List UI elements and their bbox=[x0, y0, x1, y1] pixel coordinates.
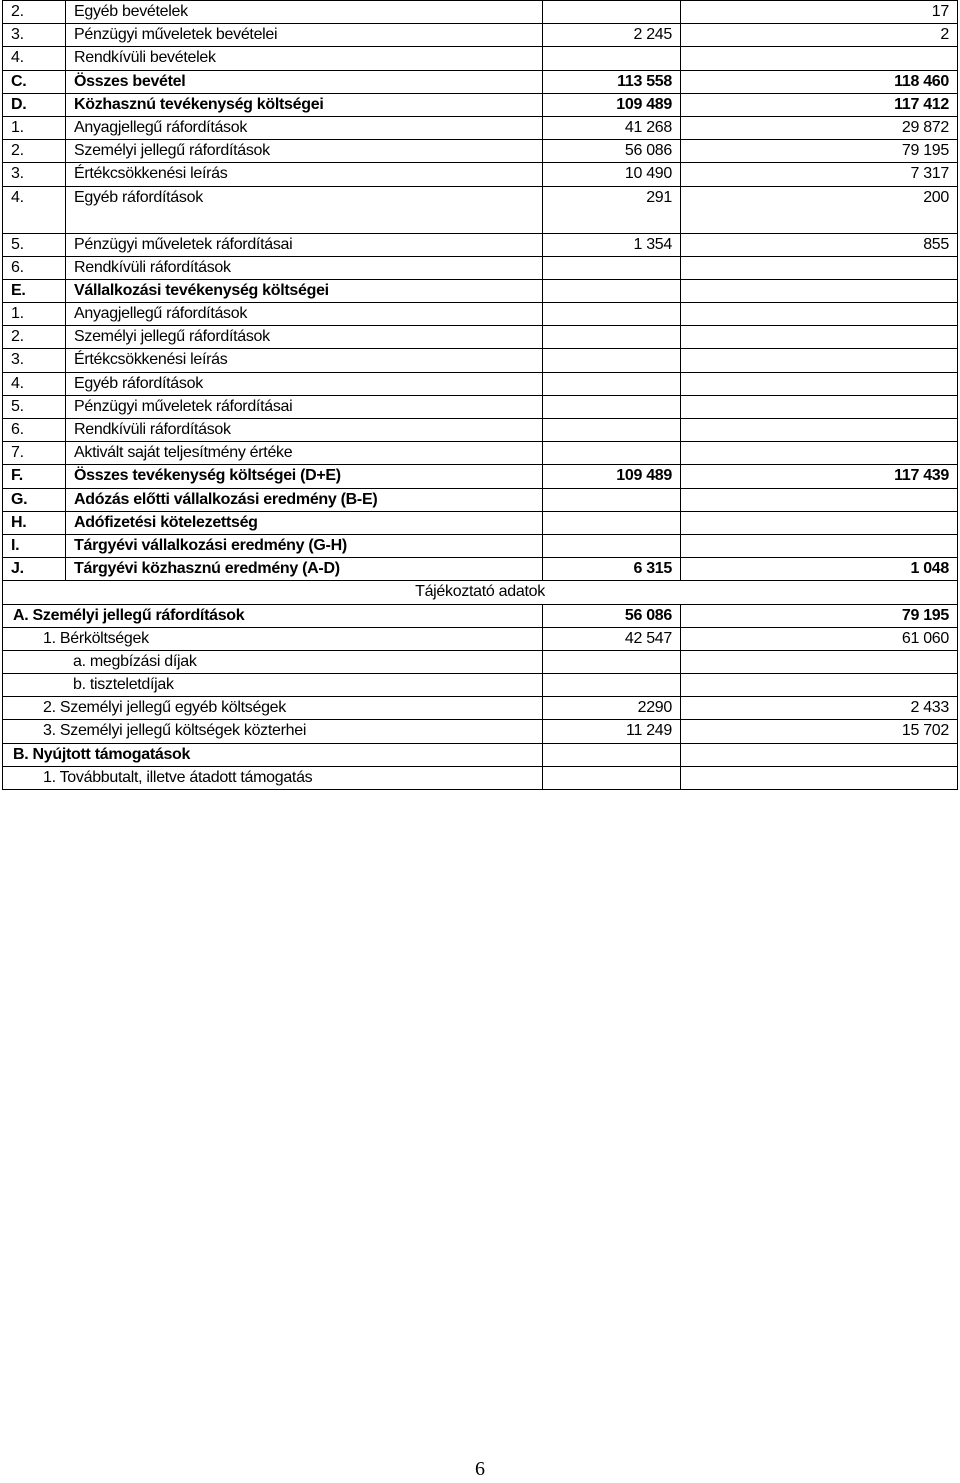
row-label: Közhasznú tevékenység költségei bbox=[66, 93, 543, 116]
value-previous-year bbox=[543, 303, 681, 326]
info-value-previous-year bbox=[543, 743, 681, 766]
value-current-year bbox=[681, 419, 958, 442]
info-row bbox=[3, 604, 958, 627]
row-label: Értékcsökkenési leírás bbox=[66, 349, 543, 372]
value-previous-year bbox=[543, 442, 681, 465]
page-number: 6 bbox=[475, 1458, 485, 1480]
row-label: Anyagjellegű ráfordítások bbox=[66, 303, 543, 326]
value-previous-year bbox=[543, 419, 681, 442]
table-row bbox=[3, 140, 958, 163]
info-label: A. Személyi jellegű ráfordítások bbox=[3, 604, 543, 627]
info-value-previous-year bbox=[543, 650, 681, 673]
row-number: 1. bbox=[3, 303, 66, 326]
value-current-year bbox=[681, 349, 958, 372]
row-number: 2. bbox=[3, 326, 66, 349]
row-number: 1. bbox=[3, 116, 66, 139]
table-row bbox=[3, 442, 958, 465]
table-body bbox=[3, 1, 958, 790]
row-number: 6. bbox=[3, 256, 66, 279]
row-number: I. bbox=[3, 534, 66, 557]
info-value-previous-year: 2290 bbox=[543, 697, 681, 720]
row-number: 2. bbox=[3, 1, 66, 24]
row-label: Pénzügyi műveletek ráfordításai bbox=[66, 233, 543, 256]
row-label: Rendkívüli ráfordítások bbox=[66, 256, 543, 279]
value-current-year: 7 317 bbox=[681, 163, 958, 186]
row-number: 4. bbox=[3, 47, 66, 70]
info-row bbox=[3, 720, 958, 743]
financial-report-table bbox=[2, 0, 958, 790]
value-previous-year: 1 354 bbox=[543, 233, 681, 256]
row-number: 5. bbox=[3, 395, 66, 418]
table-row bbox=[3, 372, 958, 395]
info-value-current-year bbox=[681, 650, 958, 673]
row-number: G. bbox=[3, 488, 66, 511]
value-current-year bbox=[681, 256, 958, 279]
row-label: Rendkívüli bevételek bbox=[66, 47, 543, 70]
info-value-current-year: 2 433 bbox=[681, 697, 958, 720]
row-number: 6. bbox=[3, 419, 66, 442]
table-row bbox=[3, 303, 958, 326]
value-previous-year: 41 268 bbox=[543, 116, 681, 139]
value-current-year: 118 460 bbox=[681, 70, 958, 93]
info-label: 3. Személyi jellegű költségek közterhei bbox=[3, 720, 543, 743]
table-row bbox=[3, 558, 958, 581]
value-previous-year bbox=[543, 372, 681, 395]
value-current-year bbox=[681, 488, 958, 511]
info-value-current-year bbox=[681, 766, 958, 789]
row-number: H. bbox=[3, 511, 66, 534]
value-previous-year bbox=[543, 256, 681, 279]
info-header-row bbox=[3, 581, 958, 604]
info-value-previous-year: 11 249 bbox=[543, 720, 681, 743]
info-label: B. Nyújtott támogatások bbox=[3, 743, 543, 766]
info-row bbox=[3, 697, 958, 720]
table-row bbox=[3, 1, 958, 24]
row-number: 4. bbox=[3, 372, 66, 395]
value-current-year: 855 bbox=[681, 233, 958, 256]
table-row bbox=[3, 70, 958, 93]
value-previous-year bbox=[543, 349, 681, 372]
value-previous-year bbox=[543, 47, 681, 70]
info-value-previous-year bbox=[543, 674, 681, 697]
value-previous-year bbox=[543, 1, 681, 24]
table-row bbox=[3, 488, 958, 511]
row-label: Összes tevékenység költségei (D+E) bbox=[66, 465, 543, 488]
row-label: Személyi jellegű ráfordítások bbox=[66, 326, 543, 349]
row-number: F. bbox=[3, 465, 66, 488]
value-current-year bbox=[681, 372, 958, 395]
row-number: E. bbox=[3, 279, 66, 302]
value-current-year: 117 439 bbox=[681, 465, 958, 488]
info-value-current-year bbox=[681, 743, 958, 766]
row-label: Aktivált saját teljesítmény értéke bbox=[66, 442, 543, 465]
row-number: C. bbox=[3, 70, 66, 93]
row-label: Egyéb bevételek bbox=[66, 1, 543, 24]
value-previous-year: 109 489 bbox=[543, 465, 681, 488]
table-row bbox=[3, 163, 958, 186]
row-label: Adózás előtti vállalkozási eredmény (B-E) bbox=[66, 488, 543, 511]
row-label: Rendkívüli ráfordítások bbox=[66, 419, 543, 442]
value-previous-year: 6 315 bbox=[543, 558, 681, 581]
table-row bbox=[3, 326, 958, 349]
table-row bbox=[3, 279, 958, 302]
row-label: Tárgyévi vállalkozási eredmény (G-H) bbox=[66, 534, 543, 557]
row-number: 3. bbox=[3, 163, 66, 186]
row-label: Pénzügyi műveletek bevételei bbox=[66, 24, 543, 47]
row-number: 3. bbox=[3, 349, 66, 372]
value-previous-year bbox=[543, 326, 681, 349]
row-number: J. bbox=[3, 558, 66, 581]
info-header: Tájékoztató adatok bbox=[3, 581, 958, 604]
value-previous-year bbox=[543, 395, 681, 418]
info-row bbox=[3, 766, 958, 789]
value-current-year bbox=[681, 534, 958, 557]
row-label: Egyéb ráfordítások bbox=[66, 186, 543, 233]
value-current-year: 17 bbox=[681, 1, 958, 24]
info-value-current-year: 61 060 bbox=[681, 627, 958, 650]
table-row bbox=[3, 256, 958, 279]
value-current-year bbox=[681, 442, 958, 465]
table-row bbox=[3, 419, 958, 442]
info-label: b. tiszteletdíjak bbox=[3, 674, 543, 697]
table-row bbox=[3, 93, 958, 116]
info-row bbox=[3, 650, 958, 673]
row-label: Vállalkozási tevékenység költségei bbox=[66, 279, 543, 302]
table-row bbox=[3, 395, 958, 418]
value-previous-year: 109 489 bbox=[543, 93, 681, 116]
value-current-year: 2 bbox=[681, 24, 958, 47]
row-label: Adófizetési kötelezettség bbox=[66, 511, 543, 534]
value-current-year bbox=[681, 511, 958, 534]
value-current-year: 1 048 bbox=[681, 558, 958, 581]
value-current-year bbox=[681, 395, 958, 418]
info-label: 1. Továbbutalt, illetve átadott támogatás bbox=[3, 766, 543, 789]
row-label: Egyéb ráfordítások bbox=[66, 372, 543, 395]
table-row bbox=[3, 465, 958, 488]
table-row bbox=[3, 349, 958, 372]
info-value-current-year bbox=[681, 674, 958, 697]
row-label: Tárgyévi közhasznú eredmény (A-D) bbox=[66, 558, 543, 581]
value-previous-year: 56 086 bbox=[543, 140, 681, 163]
table-row bbox=[3, 534, 958, 557]
value-current-year bbox=[681, 303, 958, 326]
row-number: 5. bbox=[3, 233, 66, 256]
value-previous-year: 113 558 bbox=[543, 70, 681, 93]
value-current-year: 29 872 bbox=[681, 116, 958, 139]
info-value-previous-year: 42 547 bbox=[543, 627, 681, 650]
value-previous-year bbox=[543, 534, 681, 557]
info-label: a. megbízási díjak bbox=[3, 650, 543, 673]
info-row bbox=[3, 627, 958, 650]
row-number: 7. bbox=[3, 442, 66, 465]
info-value-previous-year: 56 086 bbox=[543, 604, 681, 627]
row-label: Személyi jellegű ráfordítások bbox=[66, 140, 543, 163]
table-row bbox=[3, 116, 958, 139]
info-value-previous-year bbox=[543, 766, 681, 789]
row-label: Összes bevétel bbox=[66, 70, 543, 93]
row-number: 2. bbox=[3, 140, 66, 163]
value-previous-year bbox=[543, 488, 681, 511]
table-row bbox=[3, 47, 958, 70]
info-value-current-year: 79 195 bbox=[681, 604, 958, 627]
value-current-year bbox=[681, 47, 958, 70]
info-value-current-year: 15 702 bbox=[681, 720, 958, 743]
value-current-year: 117 412 bbox=[681, 93, 958, 116]
info-row bbox=[3, 674, 958, 697]
value-previous-year: 10 490 bbox=[543, 163, 681, 186]
row-number: 3. bbox=[3, 24, 66, 47]
info-label: 2. Személyi jellegű egyéb költségek bbox=[3, 697, 543, 720]
value-previous-year: 2 245 bbox=[543, 24, 681, 47]
table-row bbox=[3, 233, 958, 256]
value-previous-year bbox=[543, 279, 681, 302]
value-previous-year bbox=[543, 511, 681, 534]
value-previous-year: 291 bbox=[543, 186, 681, 233]
value-current-year bbox=[681, 326, 958, 349]
table-row bbox=[3, 186, 958, 233]
value-current-year: 200 bbox=[681, 186, 958, 233]
table-row bbox=[3, 511, 958, 534]
row-label: Értékcsökkenési leírás bbox=[66, 163, 543, 186]
info-label: 1. Bérköltségek bbox=[3, 627, 543, 650]
row-label: Anyagjellegű ráfordítások bbox=[66, 116, 543, 139]
row-label: Pénzügyi műveletek ráfordításai bbox=[66, 395, 543, 418]
row-number: D. bbox=[3, 93, 66, 116]
value-current-year: 79 195 bbox=[681, 140, 958, 163]
table-row bbox=[3, 24, 958, 47]
value-current-year bbox=[681, 279, 958, 302]
info-row bbox=[3, 743, 958, 766]
row-number: 4. bbox=[3, 186, 66, 233]
